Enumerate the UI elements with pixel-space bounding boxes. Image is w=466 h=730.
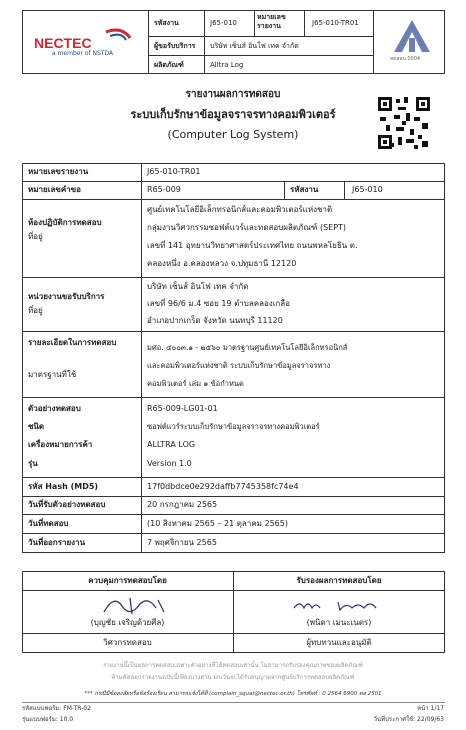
label-customer-unit: หน่วยงานขอรับบริการ — [28, 292, 105, 301]
detail-line-1: มศอ. ๔๐๐๓.๑ - ๒๕๖๐ มาตรฐานศูนย์เทคโนโลยีอิเล็กทรอนิกส์ — [147, 343, 348, 352]
sign-right-title: รับรองผลการทดสอบโดย — [296, 576, 382, 585]
label-customer-address: ที่อยู่ — [28, 306, 43, 315]
lab-line-1: ศูนย์เทคโนโลยีอิเล็กทรอนิกส์และคอมพิวเตอร์แห่งชาติ — [147, 205, 333, 214]
sample-brand: ALLTRA LOG — [147, 440, 196, 449]
nectec-wordmark: NECTEC — [34, 35, 92, 51]
label-received-date: วันที่รับตัวอย่างทดสอบ — [28, 500, 106, 509]
customer-line-1: บริษัท เซ็นส์ อินโฟ เทค จำกัด — [147, 282, 249, 291]
value-report-code: J65-010 — [210, 19, 237, 27]
value-received-date: 20 กรกฎาคม 2565 — [147, 500, 218, 509]
sign-right-role: ผู้ทบทวนและอนุมัติ — [306, 638, 372, 647]
detail-line-2: และคอมพิวเตอร์แห่งชาติ ระบบเก็บรักษาข้อมูลจราจรทาง — [147, 361, 331, 370]
sign-right-name: (พนิดา เมนะเนตร) — [306, 618, 372, 627]
handwritten-signature-right-icon — [290, 594, 390, 616]
qr-code-icon — [376, 95, 432, 151]
footer-note-2: ห้ามคัดลอกรายงานฉบับนี้เพียงบางส่วน ยกเว้นจะได้รับอนุญาตจากศูนย์บริการทดสอบผลิตภัณฑ์ — [111, 674, 355, 681]
sample-id: R65-009-LG01-01 — [147, 404, 218, 413]
footer-form-no: รหัสแบบฟอร์ม: FM-TR-02 — [22, 705, 91, 712]
label-test-lab: ห้องปฏิบัติการทดสอบ — [28, 218, 102, 227]
signature-right — [290, 594, 390, 616]
label-sample-kind: ชนิด — [28, 422, 45, 431]
footer-form-version: รุ่นแบบฟอร์ม: 10.0 — [22, 716, 74, 723]
label-job-code: รหัสงาน — [290, 185, 319, 194]
label-report-code: รหัสงาน — [154, 19, 179, 27]
label-issue-date: วันที่ออกรายงาน — [28, 538, 86, 547]
title-line3: (Computer Log System) — [167, 128, 299, 141]
label-customer: ผู้ขอรับบริการ — [154, 42, 196, 50]
customer-line-3: อำเภอปากเกร็ด จังหวัด นนทบุรี 11120 — [147, 316, 283, 325]
footer-note-1: รายงานนี้เป็นผลการทดสอบเฉพาะตัวอย่างที่ได้ทดสอบเท่านั้น ไม่สามารถรับรองคุณภาพของผลิตภัณฑ์ — [103, 662, 363, 669]
lab-line-2: กลุ่มงานวิศวกรรมซอฟต์แวร์และทดสอบผลิตภัณฑ์ (SEPT) — [147, 223, 347, 232]
value-hash: 17f0dbdce0e292daffb7745358fc74e4 — [147, 482, 299, 491]
footer-effective-date: วันที่ประกาศใช้: 22/09/63 — [373, 716, 444, 723]
label-sample: ตัวอย่างทดสอบ — [28, 404, 81, 413]
label-sample-model: รุ่น — [28, 459, 38, 468]
value-test-date: (10 สิงหาคม 2565 – 21 ตุลาคม 2565) — [147, 519, 288, 528]
label-request-number: หมายเลขคำขอ — [28, 185, 81, 194]
accreditation-mark — [388, 16, 436, 66]
footer-page-number: หน้า 1/17 — [417, 705, 444, 712]
label-report-no: หมายเลขรายงาน — [257, 13, 286, 30]
sign-left-title: ควบคุมการทดสอบโดย — [88, 576, 167, 585]
customer-line-2: เลขที่ 96/6 ม.4 ซอย 19 ตำบลคลองเกลือ — [147, 299, 290, 308]
footer-contact: *** กรณีมีข้อสงสัยหรือข้อร้องเรียน สามารถแจ้งได้ที่ (complain_squat@nectec.or.th) โทรศัพท์ : 0 2564 6900 ต่อ 2501 — [84, 691, 382, 697]
value-request-number: R65-009 — [147, 185, 181, 194]
label-hash: รหัส Hash (MD5) — [28, 482, 99, 491]
sign-left-role: วิศวกรทดสอบ — [103, 638, 152, 647]
value-job-code: J65-010 — [352, 185, 383, 194]
label-product: ผลิตภัณฑ์ — [154, 61, 184, 69]
label-report-number: หมายเลขรายงาน — [28, 167, 89, 176]
handwritten-signature-left-icon — [100, 592, 180, 618]
label-sample-brand: เครื่องหมายการค้า — [28, 440, 93, 449]
title-line1: รายงานผลการทดสอบ — [185, 89, 281, 100]
value-report-no: J65-010-TR01 — [312, 19, 359, 27]
lab-line-4: คลองหนึ่ง อ.คลองหลวง จ.ปทุมธานี 12120 — [147, 259, 297, 268]
lab-line-3: เลขที่ 141 อุทยานวิทยาศาสตร์ประเทศไทย ถนนพหลโยธิน ต. — [147, 241, 358, 250]
sample-kind: ซอฟต์แวร์ระบบเก็บรักษาข้อมูลจราจรทางคอมพิวเตอร์ — [147, 422, 320, 431]
accreditation-text: ทดสอบ 0004 — [390, 56, 421, 62]
nectec-logo — [34, 28, 142, 58]
value-report-number: J65-010-TR01 — [147, 167, 201, 176]
label-test-date: วันที่ทดสอบ — [28, 519, 69, 528]
label-standard: มาตรฐานที่ใช้ — [28, 370, 77, 379]
sign-left-name: (บุญชัย เจริญด้วยศีล) — [90, 618, 165, 627]
title-line2: ระบบเก็บรักษาข้อมูลจราจรทางคอมพิวเตอร์ — [130, 108, 336, 121]
value-customer: บริษัท เซ็นส์ อินโฟ เทค จำกัด — [210, 42, 299, 50]
nstda-tagline: a member of NSTDA — [52, 50, 114, 57]
value-product: Alltra Log — [210, 61, 244, 69]
label-test-detail: รายละเอียดในการทดสอบ — [28, 338, 117, 347]
qr-code — [376, 95, 432, 151]
accreditation-seal-icon — [388, 16, 436, 56]
label-lab-address: ที่อยู่ — [28, 232, 43, 241]
detail-line-3: คอมพิวเตอร์ เล่ม ๑ ข้อกำหนด — [147, 379, 244, 388]
value-issue-date: 7 พฤศจิกายน 2565 — [147, 538, 217, 547]
signature-left — [100, 592, 180, 618]
sample-model: Version 1.0 — [147, 459, 192, 468]
